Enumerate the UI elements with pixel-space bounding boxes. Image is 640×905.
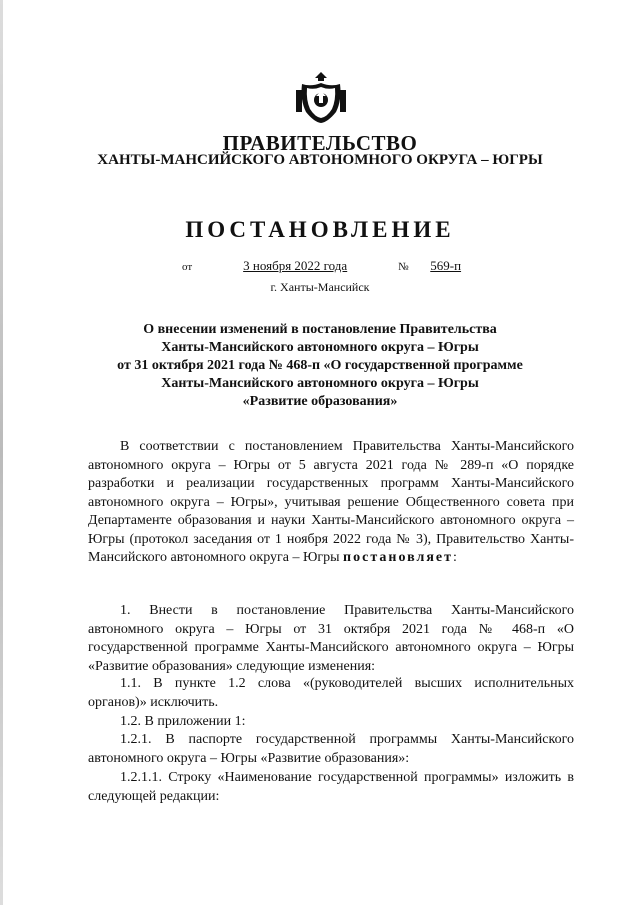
preamble-paragraph xyxy=(88,438,574,568)
subject-line: О внесении изменений в постановление Правительства xyxy=(143,322,497,337)
document-date: 3 ноября 2022 года xyxy=(243,258,348,273)
document-type: ПОСТАНОВЛЕНИЕ xyxy=(185,217,455,242)
point-1-2-1: 1.2.1. В паспорте государственной программы Ханты-Мансийского автономного округа – Югры «Развитие образования»: xyxy=(88,732,574,766)
subject-line: «Развитие образования» xyxy=(242,394,398,409)
city: г. Ханты-Мансийск xyxy=(270,280,370,294)
point-1-2-1-1: 1.2.1.1. Строку «Наименование государственной программы» изложить в следующей редакции: xyxy=(88,770,574,804)
region-title: ХАНТЫ-МАНСИЙСКОГО АВТОНОМНОГО ОКРУГА – ЮГРЫ xyxy=(97,152,543,168)
point-1-1: 1.1. В пункте 1.2 слова «(руководителей высших исполнительных органов)» исключить. xyxy=(88,676,574,710)
government-title: ПРАВИТЕЛЬСТВО xyxy=(222,131,418,155)
subject-line: от 31 октября 2021 года № 468-п «О государственной программе xyxy=(117,358,523,373)
resolves-suffix: : xyxy=(453,550,457,565)
document-number: 569-п xyxy=(430,258,462,273)
resolves-word: постановляет xyxy=(343,550,453,565)
number-prefix: № xyxy=(398,261,409,273)
preamble-text: В соответствии с постановлением Правительства Ханты-Мансийского автономного округа – Югры от 5 августа 2021 года № 289-п «О порядке разработки и реализации государственных программ Ханты-Мансийского автономного округа – Югры», учитывая решение Общественного совета при Департаменте образования и науки Ханты-Мансийского автономного округа – Югры (протокол заседания от 1 ноября 2022 года № 3), Правительство Ханты-Мансийского автономного округа – Югры xyxy=(88,439,574,565)
coat-of-arms-emblem xyxy=(296,70,346,124)
subject-line: Ханты-Мансийского автономного округа – Югры xyxy=(161,340,479,355)
date-prefix: от xyxy=(182,261,193,273)
point-1: 1. Внести в постановление Правительства Ханты-Мансийского автономного округа – Югры от 31 октября 2021 года № 468-п «О государственной программе Ханты-Мансийского автономного округа – Югры «Развитие образования» следующие изменения: xyxy=(88,603,574,674)
subject-line: Ханты-Мансийского автономного округа – Югры xyxy=(161,376,479,391)
date-number-line xyxy=(182,258,476,274)
point-1-2: 1.2. В приложении 1: xyxy=(120,714,246,729)
document-subject xyxy=(0,321,640,411)
